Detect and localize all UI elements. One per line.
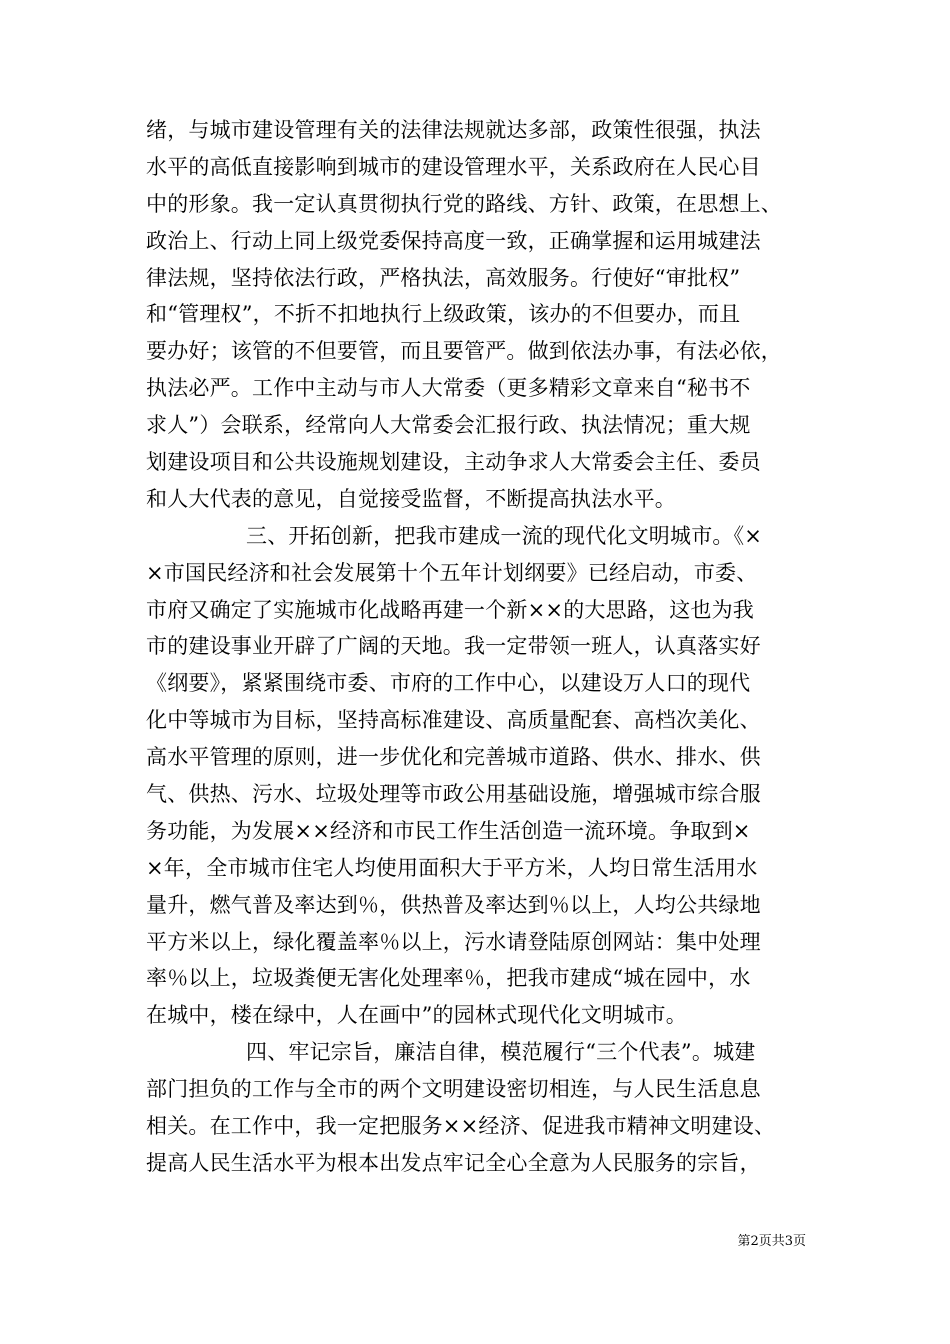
text-line: 中的形象。我一定认真贯彻执行党的路线、方针、政策，在思想上、 — [146, 191, 782, 216]
text-line: 《纲要》，紧紧围绕市委、市府的工作中心，以建设万人口的现代 — [146, 671, 751, 696]
text-line: 律法规，坚持依法行政，严格执法，高效服务。行使好“审批权” — [146, 265, 741, 290]
text-line: 要办好；该管的不但要管，而且要管严。做到依法办事，有法必依， — [146, 339, 782, 364]
section-heading-line: 三、开拓创新，把我市建成一流的现代化文明城市。《× — [246, 523, 763, 548]
text-line: 执法必严。工作中主动与市人大常委（更多精彩文章来自“秘书不 — [146, 376, 751, 401]
text-line: 气、供热、污水、垃圾处理等市政公用基础设施，增强城市综合服 — [146, 782, 761, 807]
text-line: 相关。在工作中，我一定把服务××经济、促进我市精神文明建设、 — [146, 1114, 776, 1139]
text-line: 划建设项目和公共设施规划建设，主动争求人大常委会主任、委员 — [146, 450, 761, 475]
text-line: 化中等城市为目标，坚持高标准建设、高质量配套、高档次美化、 — [146, 708, 761, 733]
text-line: 在城中，楼在绿中，人在画中”的园林式现代化文明城市。 — [146, 1003, 687, 1028]
text-line: 率％以上，垃圾粪便无害化处理率％，把我市建成“城在园中，水 — [146, 966, 751, 991]
text-line: 和“管理权”，不折不扣地执行上级政策，该办的不但要办，而且 — [146, 302, 741, 327]
section-heading-line: 四、牢记宗旨，廉洁自律，模范履行“三个代表”。城建 — [246, 1040, 756, 1065]
text-line: 部门担负的工作与全市的两个文明建设密切相连，与人民生活息息 — [146, 1077, 761, 1102]
text-line: 提高人民生活水平为根本出发点牢记全心全意为人民服务的宗旨， — [146, 1150, 761, 1175]
text-line: ×年，全市城市住宅人均使用面积大于平方米，人均日常生活用水 — [146, 855, 758, 880]
text-line: 高水平管理的原则，进一步优化和完善城市道路、供水、排水、供 — [146, 745, 761, 770]
text-line: 求人”）会联系，经常向人大常委会汇报行政、执法情况；重大规 — [146, 413, 751, 438]
text-line: 务功能，为发展××经济和市民工作生活创造一流环境。争取到× — [146, 818, 751, 843]
text-line: 市府又确定了实施城市化战略再建一个新××的大思路，这也为我 — [146, 597, 754, 622]
text-line: 量升，燃气普及率达到％，供热普及率达到％以上，人均公共绿地 — [146, 892, 761, 917]
text-line: 政治上、行动上同上级党委保持高度一致，正确掌握和运用城建法 — [146, 228, 761, 253]
text-line: 绪，与城市建设管理有关的法律法规就达多部，政策性很强，执法 — [146, 118, 761, 142]
text-line: 水平的高低直接影响到城市的建设管理水平，关系政府在人民心目 — [146, 154, 761, 179]
document-body — [146, 112, 811, 1182]
text-line: 市的建设事业开辟了广阔的天地。我一定带领一班人，认真落实好 — [146, 634, 761, 659]
text-line: 平方米以上，绿化覆盖率％以上，污水请登陆原创网站：集中处理 — [146, 929, 761, 954]
text-line: ×市国民经济和社会发展第十个五年计划纲要》已经启动，市委、 — [146, 560, 758, 585]
text-line: 和人大代表的意见，自觉接受监督，不断提高执法水平。 — [146, 486, 676, 511]
page-number-footer: 第2页共3页 — [737, 1234, 806, 1249]
